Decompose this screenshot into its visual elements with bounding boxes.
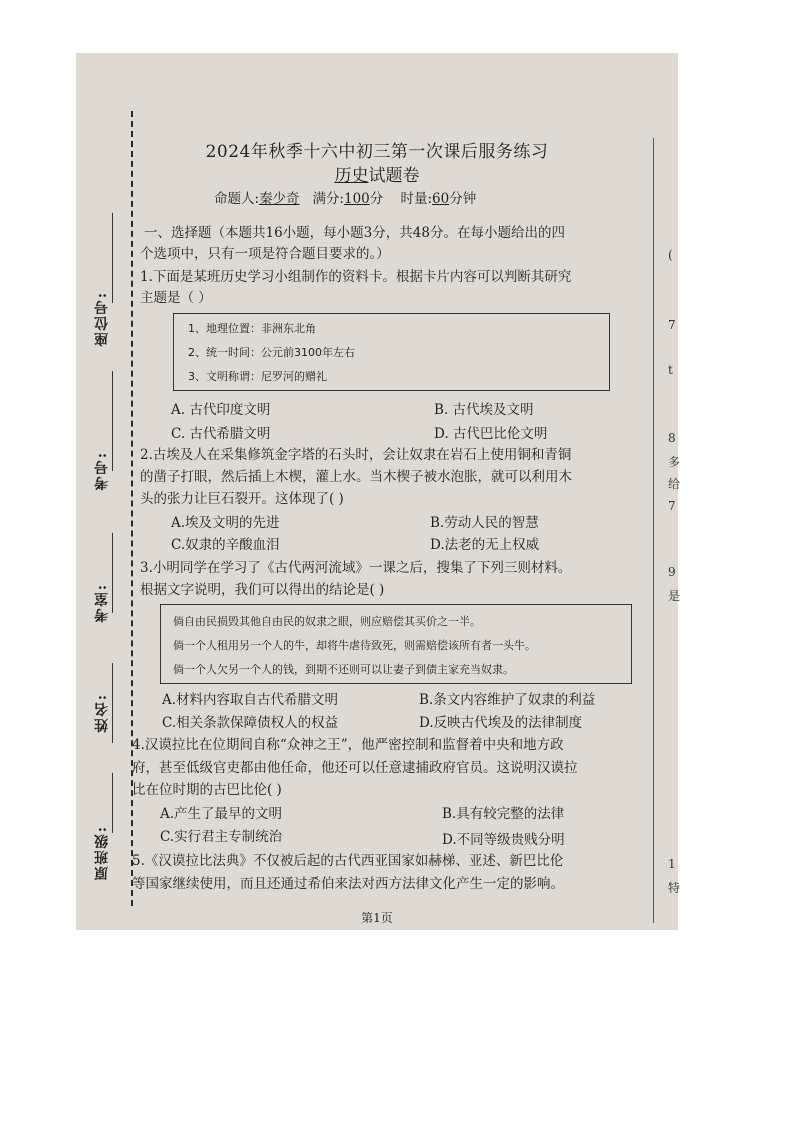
q1-card-item: 2、统一时间：公元前3100年左右 — [188, 346, 355, 359]
q1-info-card — [173, 313, 610, 391]
subject-suffix: 试题卷 — [368, 166, 420, 186]
exam-title: 2024年秋季十六中初三第一次课后服务练习 — [205, 142, 549, 162]
q3-material-card — [160, 604, 632, 684]
bleed-mark: ( — [668, 248, 673, 262]
q2-option-d[interactable]: D.法老的无上权威 — [430, 537, 540, 553]
class-label: 原班级: — [94, 825, 110, 881]
q4-option-c[interactable]: C.实行君主专制统治 — [160, 829, 283, 845]
bleed-mark: 特 — [668, 881, 681, 895]
q3-option-a[interactable]: A.材料内容取自古代希腊文明 — [162, 692, 339, 708]
exam-meta — [214, 187, 476, 207]
q2-option-b[interactable]: B.劳动人民的智慧 — [430, 515, 539, 531]
right-border-line — [653, 138, 654, 923]
score-unit: 分 — [369, 191, 384, 207]
exam-subtitle — [76, 161, 678, 186]
score-value: 100 — [344, 191, 370, 207]
seat-blank-line — [112, 213, 113, 303]
exam-no-blank-line — [112, 371, 113, 471]
time-label: 时量: — [400, 191, 433, 207]
time-value: 60 — [432, 191, 450, 207]
section-instructions-line2: 个选项中，只有一项是符合题目要求的。） — [140, 246, 390, 262]
bleed-mark: 9 — [668, 565, 676, 579]
q3-option-c[interactable]: C.相关条款保障债权人的权益 — [162, 715, 339, 731]
q3-stem-line2: 根据文字说明，我们可以得出的结论是( ) — [140, 582, 385, 598]
bleed-mark: 多 — [668, 455, 681, 469]
class-blank-line — [112, 773, 113, 833]
q1-option-d[interactable]: D. 古代巴比伦文明 — [434, 426, 548, 442]
author-label: 命题人: — [214, 191, 260, 207]
q1-card-item: 3、文明称谓：尼罗河的赠礼 — [188, 370, 327, 383]
q2-option-a[interactable]: A.埃及文明的先进 — [171, 515, 280, 531]
q1-option-c[interactable]: C. 古代希腊文明 — [171, 426, 271, 442]
bleed-mark: 7 — [668, 318, 676, 332]
score-label: 满分: — [312, 191, 344, 207]
time-unit: 分钟 — [449, 191, 477, 207]
q3-stem-line1: 3.小明同学在学习了《古代两河流域》一课之后，搜集了下列三则材料。 — [140, 560, 572, 576]
name-label: 姓名: — [94, 693, 110, 733]
q3-material-item: 倘一个人租用另一个人的牛，却将牛虐待致死，则需赔偿该所有者一头牛。 — [173, 639, 536, 652]
bleed-mark: 是 — [668, 589, 681, 603]
bleed-mark: 1 — [668, 857, 676, 871]
name-blank-line — [112, 663, 113, 743]
q2-stem-line2: 的凿子打眼，然后插上木楔，灌上水。当木楔子被水泡胀，就可以利用木 — [140, 469, 572, 485]
q1-option-a[interactable]: A. 古代印度文明 — [171, 402, 271, 418]
q3-option-b[interactable]: B.条文内容维护了奴隶的利益 — [419, 692, 596, 708]
q4-option-a[interactable]: A.产生了最早的文明 — [160, 806, 283, 822]
q1-card-item: 1、地理位置：非洲东北角 — [188, 322, 316, 335]
q3-option-d[interactable]: D.反映古代埃及的法律制度 — [419, 715, 583, 731]
section-instructions-line1: 一、选择题（本题共16小题，每小题3分，共48分。在每小题给出的四 — [144, 225, 565, 241]
q1-stem-line1: 1.下面是某班历史学习小组制作的资料卡。根据卡片内容可以判断其研究 — [140, 269, 572, 285]
q3-material-item: 倘一个人欠另一个人的钱，到期不还则可以让妻子到债主家充当奴隶。 — [173, 663, 514, 676]
author-name: 秦少奇 — [259, 191, 300, 207]
q5-stem-line2: 等国家继续使用，而且还通过希伯来法对西方法律文化产生一定的影响。 — [132, 876, 564, 892]
q2-stem-line1: 2.古埃及人在采集修筑金字塔的石头时，会让奴隶在岩石上使用铜和青铜 — [140, 447, 572, 463]
q4-stem-line1: 4.汉谟拉比在位期间自称“众神之王”，他严密控制和监督着中央和地方政 — [132, 737, 564, 753]
q4-option-d[interactable]: D.不同等级贵贱分明 — [442, 832, 565, 848]
exam-room-label: 考室: — [94, 583, 110, 623]
exam-paper — [76, 53, 681, 930]
bleed-mark: 给 — [668, 477, 681, 491]
q4-stem-line2: 府，甚至低级官吏都由他任命，他还可以任意逮捕政府官员。这说明汉谟拉 — [132, 760, 578, 776]
q2-option-c[interactable]: C.奴隶的辛酸血泪 — [171, 537, 280, 553]
bleed-mark: t — [668, 363, 673, 377]
q4-option-b[interactable]: B.具有较完整的法律 — [442, 806, 565, 822]
room-blank-line — [112, 533, 113, 613]
q4-stem-line3: 比在位时期的古巴比伦( ) — [132, 782, 282, 798]
exam-number-label: 考号: — [94, 451, 110, 491]
q2-stem-line3: 头的张力让巨石裂开。这体现了( ) — [140, 491, 344, 507]
q1-stem-line2: 主题是（ ） — [140, 290, 212, 306]
q5-stem-line1: 5.《汉谟拉比法典》不仅被后起的古代西亚国家如赫梯、亚述、新巴比伦 — [132, 853, 564, 869]
q1-option-b[interactable]: B. 古代埃及文明 — [434, 402, 534, 418]
q3-material-item: 倘自由民损毁其他自由民的奴隶之眼，则应赔偿其买价之一半。 — [173, 615, 481, 628]
seat-number-label: 座位号: — [94, 291, 110, 347]
subject-name: 历史 — [334, 166, 369, 186]
page-number: 第1页 — [361, 911, 393, 925]
bleed-mark: 8 — [668, 431, 676, 445]
bleed-mark: 7 — [668, 499, 676, 513]
